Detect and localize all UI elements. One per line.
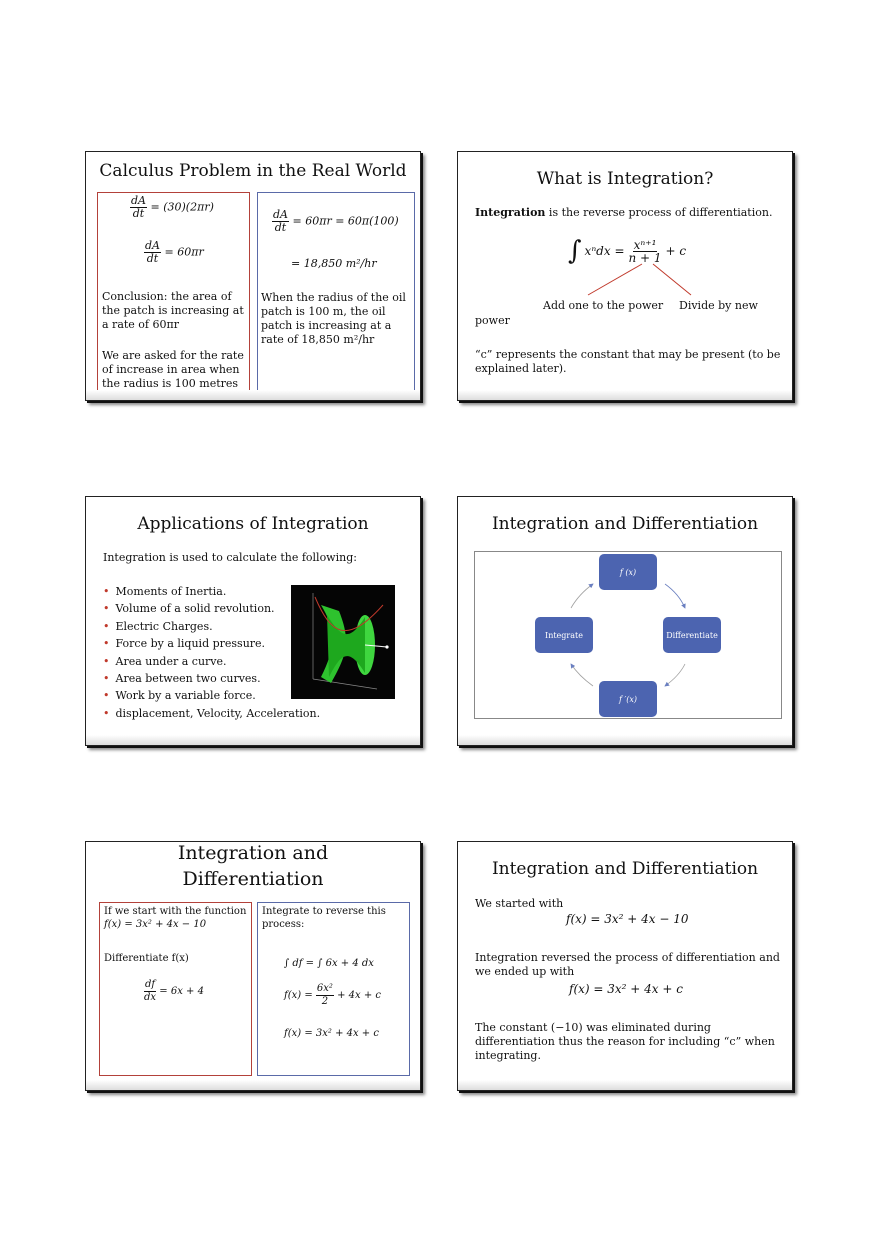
started-text: We started with xyxy=(475,897,564,910)
integrate-text: Integrate to reverse this xyxy=(262,906,386,917)
arrow-bottom-right xyxy=(665,664,685,686)
list-item: • displacement, Velocity, Acceleration. xyxy=(103,705,320,722)
annotation-line-right xyxy=(653,264,691,295)
slide-what-is-integration xyxy=(457,151,793,401)
cycle-diagram xyxy=(474,551,782,719)
list-item: • Area between two curves. xyxy=(103,670,320,687)
list-item: • Force by a liquid pressure. xyxy=(103,635,320,652)
annotation-line-left xyxy=(588,264,642,295)
function-equation: f(x) = 3x² + 4x − 10 xyxy=(104,919,207,930)
reversed-text: Integration reversed the process of differentiation and we ended up with xyxy=(475,951,780,978)
label-divide-power-cont: power xyxy=(475,314,510,327)
list-item: • Moments of Inertia. xyxy=(103,583,320,600)
intro-text: Integration is used to calculate the following: xyxy=(103,551,357,564)
power-rule-equation: ∫ xⁿdx = $\frac{\text{xⁿ⁺¹}}{n + 1}$ + c xyxy=(568,236,687,266)
definition-text: Integration is the reverse process of differentiation. xyxy=(475,206,773,219)
equation: $\frac{dA}{dt}$ = 60πr xyxy=(145,239,204,265)
solid-revolution-image xyxy=(291,585,395,699)
left-panel xyxy=(97,192,250,399)
slide-title: Calculus Problem in the Real World xyxy=(99,161,407,181)
list-item: • Electric Charges. xyxy=(103,618,320,635)
list-item: • Work by a variable force. xyxy=(103,687,320,704)
node-differentiate: Differentiate xyxy=(663,617,721,653)
original-function: f(x) = 3x² + 4x − 10 xyxy=(566,912,689,926)
right-panel xyxy=(257,192,415,399)
node-integrate: Integrate xyxy=(535,617,593,653)
slide-title: Applications of Integration xyxy=(137,514,369,534)
slide-calculus-problem xyxy=(85,151,421,401)
list-item: • Area under a curve. xyxy=(103,653,320,670)
slide-applications xyxy=(85,496,421,746)
node-f-x: f (x) xyxy=(599,554,657,590)
derivative-equation: $\frac{df}{dx}$ = 6x + 4 xyxy=(144,979,204,1003)
start-text: If we start with the function xyxy=(104,906,247,917)
label-add-power: Add one to the power xyxy=(543,299,664,312)
label-divide-power: Divide by new xyxy=(679,299,758,312)
integrated-function: f(x) = 3x² + 4x + c xyxy=(569,982,683,996)
integral-equation: ∫ df = ∫ 6x + 4 dx xyxy=(284,958,374,969)
constant-text: The constant (−10) was eliminated during differentiation thus the reason for including “c” when integrating. xyxy=(475,1021,775,1062)
right-panel xyxy=(257,902,410,1076)
equation: $\frac{dA}{dt}$ = 60πr = 60π(100) xyxy=(273,208,399,234)
result-equation: f(x) = 3x² + 4x + c xyxy=(284,1028,379,1039)
slide-integration-diff-summary xyxy=(457,841,793,1091)
list-item: • Volume of a solid revolution. xyxy=(103,600,320,617)
constant-note: “c” represents the constant that may be present (to be explained later). xyxy=(475,348,781,375)
slide-title: Integration and Differentiation xyxy=(177,842,329,890)
arrow-bottom-left xyxy=(571,664,593,686)
slide-title: What is Integration? xyxy=(536,169,714,189)
node-f-prime-x: f ′(x) xyxy=(599,681,657,717)
slide-integration-diff-example xyxy=(85,841,421,1091)
left-panel xyxy=(99,902,252,1076)
equation: $\frac{dA}{dt}$ = (30)(2πr) xyxy=(131,194,214,220)
arrow-top-left xyxy=(571,584,593,608)
equation: = 18,850 m²/hr xyxy=(291,257,377,270)
slide-title: Integration and Differentiation xyxy=(491,514,759,534)
result-text: When the radius of the oil patch is 100 m, the oil patch is increasing at a rate of 18,850 m²/hr xyxy=(261,291,406,346)
applications-list xyxy=(103,583,320,722)
question-text: We are asked for the rate of increase in area when the radius is 100 metres xyxy=(102,349,244,390)
slide-title: Integration and Differentiation xyxy=(491,859,759,879)
slide-integration-diff-cycle xyxy=(457,496,793,746)
arrow-top-right xyxy=(665,584,685,608)
integrate-text-cont: process: xyxy=(262,919,305,930)
conclusion-text: Conclusion: the area of the patch is increasing at a rate of 60πr xyxy=(102,290,244,331)
antiderivative-equation: f(x) = $\frac{\text{6x²}}{2}$ + 4x + c xyxy=(284,983,381,1007)
differentiate-text: Differentiate f(x) xyxy=(104,953,189,964)
